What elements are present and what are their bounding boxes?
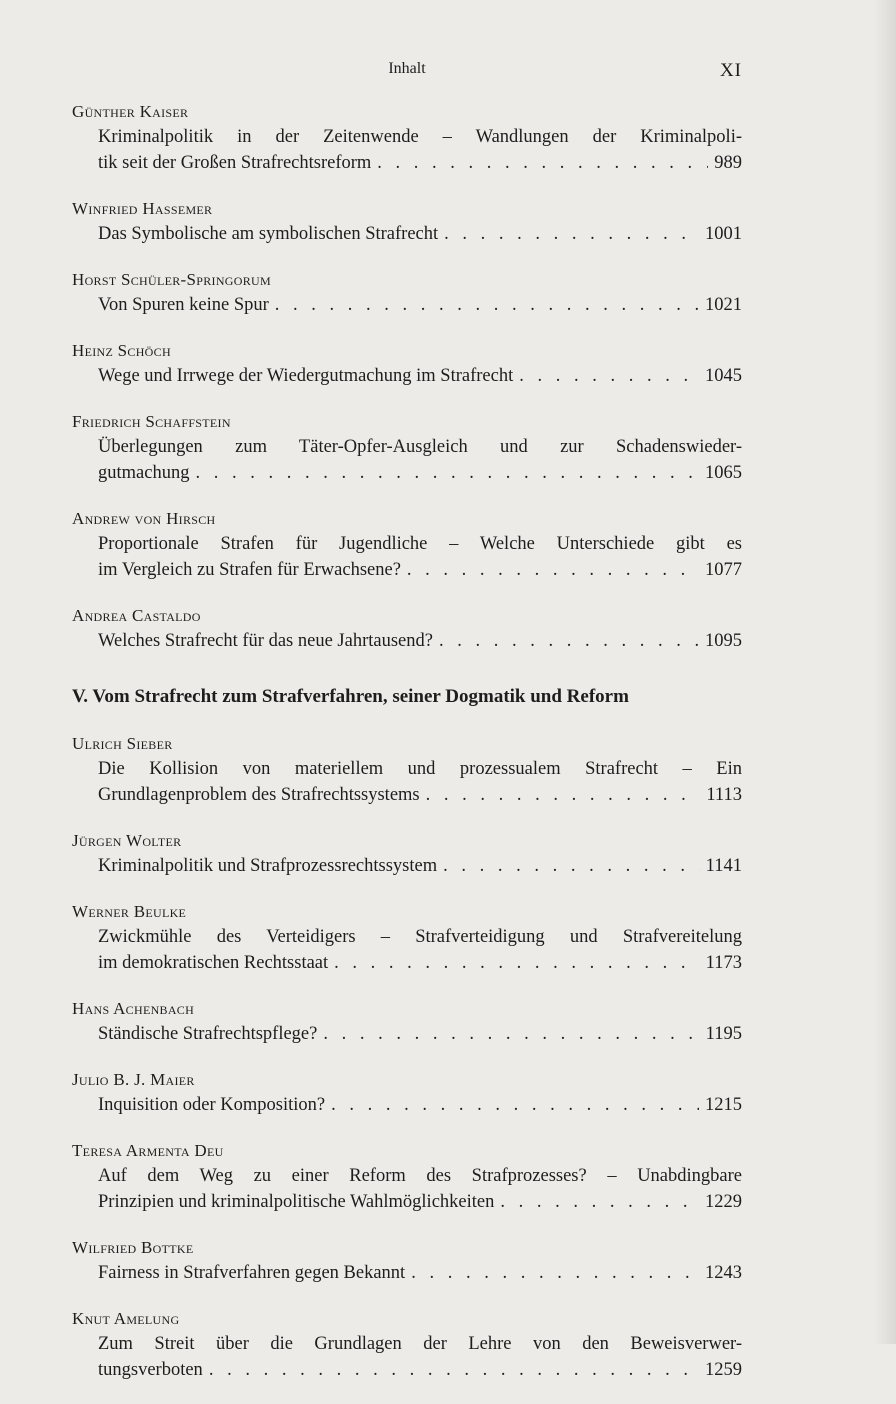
title-line: Zwickmühle des Verteidigers – Strafverteidigung und Strafvereitelung	[98, 927, 742, 947]
entry-page-number: 989	[714, 153, 742, 173]
entry-page-number: 1173	[705, 953, 742, 973]
title-line: Das Symbolische am symbolischen Strafrecht	[98, 224, 439, 244]
entry-author: Andrew von Hirsch	[72, 509, 216, 528]
entry-title	[72, 628, 742, 654]
entry-title	[72, 1092, 742, 1118]
entry-title	[72, 1260, 742, 1286]
toc-entry	[72, 507, 742, 583]
toc-entry	[72, 410, 742, 486]
entry-author: Hans Achenbach	[72, 999, 195, 1018]
entry-title	[72, 124, 742, 176]
entry-author: Wilfried Bottke	[72, 1238, 194, 1257]
table-of-contents	[72, 100, 742, 1404]
entry-page-number: 1021	[705, 295, 742, 315]
title-line: Zum Streit über die Grundlagen der Lehre von den Beweisverwer-	[98, 1334, 742, 1354]
entry-title	[72, 853, 742, 879]
entry-author: Andrea Castaldo	[72, 606, 201, 625]
title-line: Prinzipien und kriminalpolitische Wahlmöglichkeiten	[98, 1192, 495, 1212]
dot-leader	[444, 221, 699, 247]
dot-leader	[275, 292, 699, 318]
entry-author: Heinz Schöch	[72, 341, 171, 360]
entry-page-number: 1215	[705, 1095, 742, 1115]
title-last-line	[98, 853, 742, 879]
entry-author: Horst Schüler-Springorum	[72, 270, 271, 289]
title-line: gutmachung	[98, 463, 190, 483]
toc-entry	[72, 732, 742, 808]
title-line: Proportionale Strafen für Jugendliche – Welche Unterschiede gibt es	[98, 534, 742, 554]
title-last-line	[98, 782, 742, 808]
entry-title	[72, 292, 742, 318]
title-line: Fairness in Strafverfahren gegen Bekannt	[98, 1263, 406, 1283]
title-last-line	[98, 1357, 742, 1383]
entry-author: Teresa Armenta Deu	[72, 1141, 224, 1160]
title-last-line	[98, 150, 742, 176]
toc-entry	[72, 197, 742, 247]
toc-entry	[72, 997, 742, 1047]
title-last-line	[98, 1189, 742, 1215]
title-last-line	[98, 557, 742, 583]
entry-page-number: 1195	[705, 1024, 742, 1044]
entry-page-number: 1001	[705, 224, 742, 244]
entry-title	[72, 221, 742, 247]
title-line: Kriminalpolitik in der Zeitenwende – Wandlungen der Kriminalpoli-	[98, 127, 742, 147]
title-line: Ständische Strafrechtspflege?	[98, 1024, 318, 1044]
entry-author: Ulrich Sieber	[72, 734, 173, 753]
entry-page-number: 1077	[705, 560, 742, 580]
entry-author: Werner Beulke	[72, 902, 187, 921]
running-header	[72, 60, 742, 84]
entry-page-number: 1065	[705, 463, 742, 483]
entry-page-number: 1113	[706, 785, 742, 805]
dot-leader	[519, 363, 699, 389]
toc-entry	[72, 268, 742, 318]
title-line: tungsverboten	[98, 1360, 203, 1380]
running-head-title: Inhalt	[388, 60, 426, 77]
title-line: Überlegungen zum Täter-Opfer-Ausgleich und zur Schadenswieder-	[98, 437, 742, 457]
entry-title	[72, 1163, 742, 1215]
title-last-line	[98, 628, 742, 654]
title-line: Grundlagenproblem des Strafrechtssystems	[98, 785, 420, 805]
toc-entry	[72, 1068, 742, 1118]
entry-author: Winfried Hassemer	[72, 199, 213, 218]
title-line: Inquisition oder Komposition?	[98, 1095, 326, 1115]
title-line: Kriminalpolitik und Strafprozessrechtssystem	[98, 856, 438, 876]
toc-entry	[72, 829, 742, 879]
dot-leader	[195, 460, 699, 486]
dot-leader	[407, 557, 699, 583]
entry-title	[72, 1331, 742, 1383]
entry-page-number: 1243	[705, 1263, 742, 1283]
entry-author: Friedrich Schaffstein	[72, 412, 231, 431]
entry-title	[72, 531, 742, 583]
toc-entry	[72, 1139, 742, 1215]
entry-author: Jürgen Wolter	[72, 831, 182, 850]
toc-entry	[72, 100, 742, 176]
title-line: Von Spuren keine Spur	[98, 295, 269, 315]
dot-leader	[323, 1021, 699, 1047]
title-line: Die Kollision von materiellem und prozessualem Strafrecht – Ein	[98, 759, 742, 779]
title-last-line	[98, 1021, 742, 1047]
toc-entry	[72, 339, 742, 389]
entry-title	[72, 924, 742, 976]
dot-leader	[443, 853, 700, 879]
title-last-line	[98, 1092, 742, 1118]
title-last-line	[98, 221, 742, 247]
dot-leader	[411, 1260, 699, 1286]
title-last-line	[98, 1260, 742, 1286]
section-heading: V. Vom Strafrecht zum Strafverfahren, seiner Dogmatik und Reform	[72, 686, 629, 707]
toc-entry	[72, 1236, 742, 1286]
dot-leader	[331, 1092, 699, 1118]
toc-entry	[72, 900, 742, 976]
dot-leader	[334, 950, 700, 976]
title-line: im Vergleich zu Strafen für Erwachsene?	[98, 560, 401, 580]
dot-leader	[426, 782, 701, 808]
entry-title	[72, 434, 742, 486]
title-last-line	[98, 460, 742, 486]
dot-leader	[500, 1189, 699, 1215]
entry-title	[72, 363, 742, 389]
entry-page-number: 1229	[705, 1192, 742, 1212]
title-line: Welches Strafrecht für das neue Jahrtausend?	[98, 631, 433, 651]
toc-entry	[72, 1307, 742, 1383]
title-last-line	[98, 363, 742, 389]
title-line: tik seit der Großen Strafrechtsreform	[98, 153, 372, 173]
title-line: im demokratischen Rechtsstaat	[98, 953, 329, 973]
title-last-line	[98, 292, 742, 318]
title-line: Auf dem Weg zu einer Reform des Strafprozesses? – Unabdingbare	[98, 1166, 742, 1186]
dot-leader	[439, 628, 699, 654]
title-last-line	[98, 950, 742, 976]
entry-page-number: 1259	[705, 1360, 742, 1380]
entry-page-number: 1141	[705, 856, 742, 876]
entry-author: Julio B. J. Maier	[72, 1070, 195, 1089]
title-line: Wege und Irrwege der Wiedergutmachung im Strafrecht	[98, 366, 514, 386]
toc-entry	[72, 604, 742, 654]
page-number: XI	[719, 60, 742, 81]
dot-leader	[377, 150, 708, 176]
entry-title	[72, 756, 742, 808]
entry-title	[72, 1021, 742, 1047]
toc-group-v	[72, 732, 742, 1383]
toc-group-iv	[72, 100, 742, 654]
entry-author: Günther Kaiser	[72, 102, 189, 121]
dot-leader	[209, 1357, 699, 1383]
entry-page-number: 1095	[705, 631, 742, 651]
entry-author: Knut Amelung	[72, 1309, 180, 1328]
entry-page-number: 1045	[705, 366, 742, 386]
